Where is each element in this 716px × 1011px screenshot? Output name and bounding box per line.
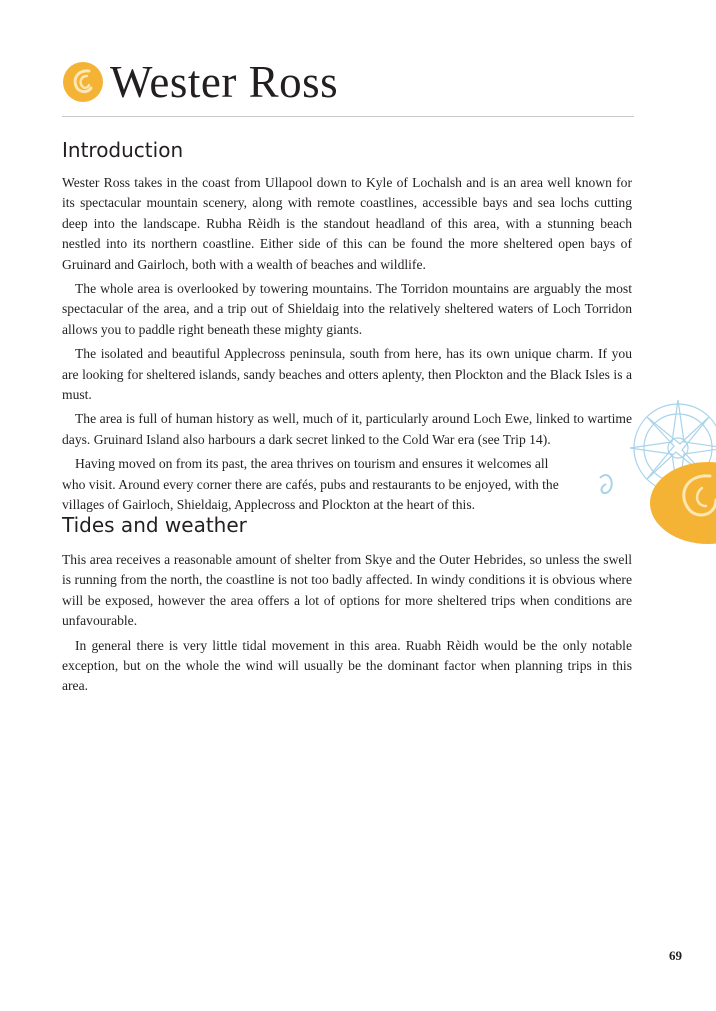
page-title: Wester Ross [110,57,339,107]
introduction-heading: Introduction [62,138,184,162]
tides-paragraph: In general there is very little tidal movement in this area. Ruabh Rèidh would be the only notable exception, but on the whole the wind will usually be the dominant factor when planning trips in this area. [62,637,632,694]
orange-tab-swirl-icon [650,462,716,544]
orange-swirl-icon [62,61,104,103]
title-row [62,52,642,112]
intro-paragraph: The isolated and beautiful Applecross peninsula, south from here, has its own unique charm. If you are looking for sheltered islands, sandy beaches and otters aplenty, then Plockton and the Black Isles is a must. [62,346,632,403]
margin-decoration [590,398,716,548]
intro-paragraph: The whole area is overlooked by towering mountains. The Torridon mountains are arguably the most spectacular of the area, and a trip out of Shieldaig into the relatively sheltered waters of Loch Torridon allows you to paddle right beneath these mighty giants. [62,281,632,337]
page-number: 69 [669,948,682,963]
intro-paragraph: The area is full of human history as well, much of it, particularly around Loch Ewe, linked to wartime days. Gruinard Island also harbours a dark secret linked to the Cold War era (see Trip 14). [62,411,632,447]
introduction-body [62,173,632,520]
tides-weather-heading: Tides and weather [62,513,247,537]
title-divider [62,116,634,117]
intro-paragraph: Having moved on from its past, the area thrives on tourism and ensures it welcomes all who visit. Around every corner there are cafés, pubs and restaurants to be enjoyed, with the villages of Gairloch, Shieldaig, Applecross and Plockton at the heart of this. [62,456,559,513]
tides-paragraph: This area receives a reasonable amount of shelter from Skye and the Outer Hebrides, so unless the swell is running from the north, the coastline is not too badly affected. In windy conditions it is obvious where will be exposed, however the area offers a lot of options for more sheltered trips when conditions are unfavourable. [62,552,632,629]
intro-paragraph: Wester Ross takes in the coast from Ullapool down to Kyle of Lochalsh and is an area well known for its spectacular mountain scenery, along with remote coastlines, accessible bays and sea lochs cutting deep into the landscape. Rubha Rèidh is the standout headland of this area, with a stunning beach nestled into its northern coastline. Either side of this can be found the more sheltered open bays of Gruinard and Gairloch, both with a wealth of beaches and wildlife. [62,175,632,272]
tides-weather-body [62,550,632,701]
